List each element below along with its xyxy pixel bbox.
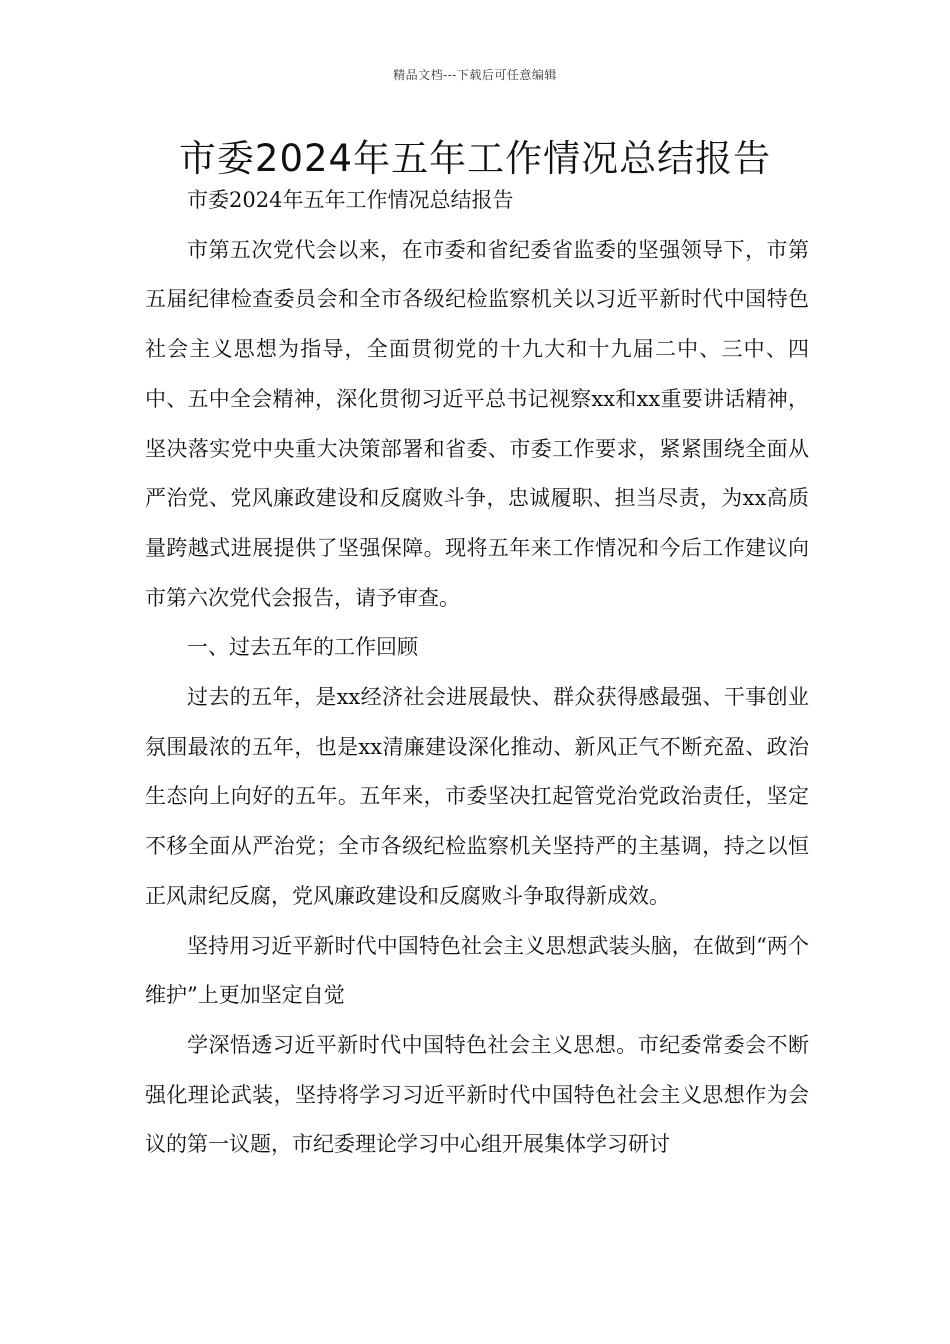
document-body bbox=[145, 176, 809, 1170]
document-title: 市委2024年五年工作情况总结报告 bbox=[178, 137, 772, 180]
review-paragraph: 过去的五年，是xx经济社会进展最快、群众获得感最强、干事创业氛围最浓的五年，也是xx清廉建设深化推动、新风正气不断充盈、政治生态向上向好的五年。五年来，市委坚决扛起管党治党政治责任，坚定不移全面从严治党；全市各级纪检监察机关坚持严的主基调，持之以恒正风肃纪反腐，党风廉政建设和反腐败斗争取得新成效。 bbox=[145, 685, 809, 908]
intro-paragraph: 市第五次党代会以来，在市委和省纪委省监委的坚强领导下，市第五届纪律检查委员会和全市各级纪检监察机关以习近平新时代中国特色社会主义思想为指导，全面贯彻党的十九大和十九届二中、三中、四中、五中全会精神，深化贯彻习近平总书记视察xx和xx重要讲话精神，坚决落实党中央重大决策部署和省委、市委工作要求，紧紧围绕全面从严治党、党风廉政建设和反腐败斗争，忠诚履职、担当尽责，为xx高质量跨越式进展提供了坚强保障。现将五年来工作情况和今后工作建议向市第六次党代会报告，请予审查。 bbox=[145, 237, 809, 610]
subsection-heading: 坚持用习近平新时代中国特色社会主义思想武装头脑，在做到“两个维护”上更加坚定自觉 bbox=[145, 933, 809, 1008]
section-heading: 一、过去五年的工作回顾 bbox=[187, 635, 418, 660]
study-paragraph: 学深悟透习近平新时代中国特色社会主义思想。市纪委常委会不断强化理论武装，坚持将学习习近平新时代中国特色社会主义思想作为会议的第一议题，市纪委理论学习中心组开展集体学习研讨 bbox=[145, 1032, 809, 1157]
subtitle-paragraph: 市委2024年五年工作情况总结报告 bbox=[187, 188, 514, 212]
header-note: 精品文档---下载后可任意编辑 bbox=[393, 68, 557, 82]
